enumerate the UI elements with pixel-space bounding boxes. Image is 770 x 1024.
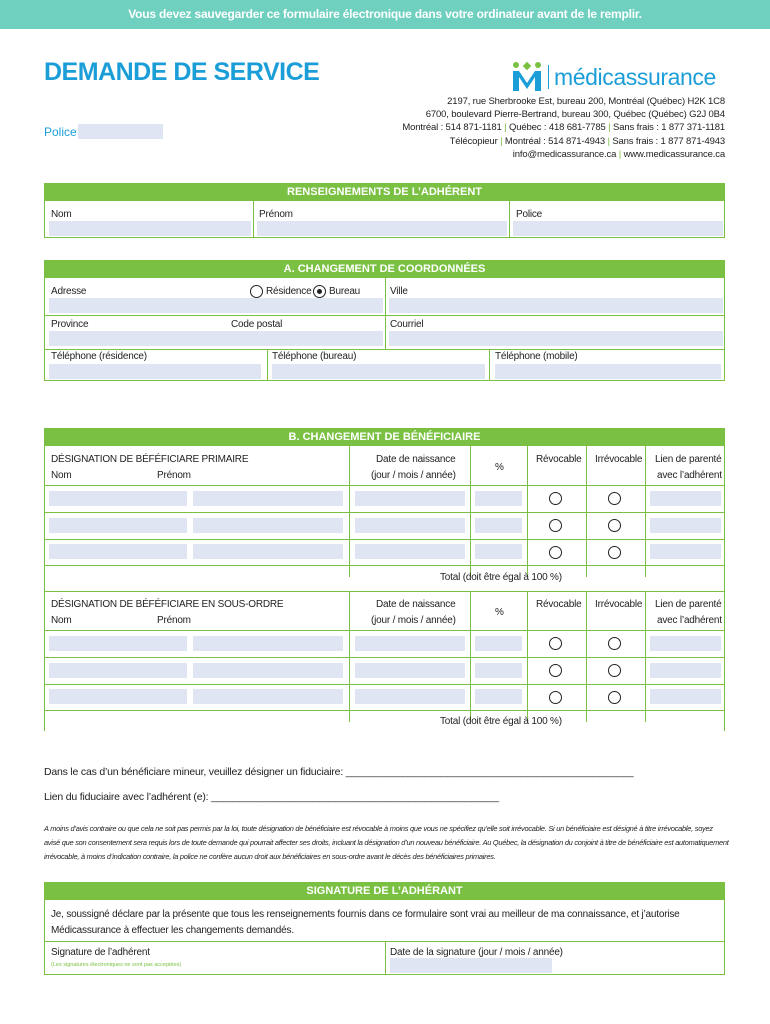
contact-section bbox=[44, 260, 725, 381]
divider bbox=[267, 349, 268, 381]
secondary-irrevocable-radio[interactable] bbox=[608, 691, 621, 704]
trustee-line: Dans le cas d’un bénéficiare mineur, veuillez désigner un fiduciaire: ___________________________________________________ bbox=[44, 766, 634, 778]
primary-nom-input[interactable] bbox=[49, 491, 187, 506]
web-line: info@medicassurance.ca | www.medicassurance.ca bbox=[512, 148, 725, 160]
prenom-label: Prénom bbox=[259, 209, 293, 220]
secondary-prenom-input[interactable] bbox=[193, 689, 343, 704]
courriel-input[interactable] bbox=[389, 331, 723, 346]
secondary-pct-input[interactable] bbox=[475, 663, 522, 678]
signature-section bbox=[44, 882, 725, 975]
revocable-header: Révocable bbox=[536, 454, 582, 465]
divider bbox=[45, 630, 724, 631]
secondary-dob-input[interactable] bbox=[355, 689, 465, 704]
address-line: 6700, boulevard Pierre-Bertrand, bureau 300, Québec (Québec) G2J 0B4 bbox=[425, 109, 725, 121]
secondary-total-label: Total (doit être égal à 100 %) bbox=[440, 716, 562, 727]
tel-mobile-input[interactable] bbox=[495, 364, 721, 379]
member-nom-input[interactable] bbox=[49, 221, 251, 236]
secondary-nom-input[interactable] bbox=[49, 636, 187, 651]
divider bbox=[509, 201, 510, 238]
signature-section-heading: SIGNATURE DE L’ADHÉRANT bbox=[45, 883, 724, 900]
secondary-irrevocable-radio[interactable] bbox=[608, 637, 621, 650]
primary-revocable-radio[interactable] bbox=[549, 519, 562, 532]
divider bbox=[45, 710, 724, 711]
signature-date-input[interactable] bbox=[390, 958, 552, 973]
company-address bbox=[325, 95, 725, 161]
divider bbox=[45, 315, 724, 316]
nom-header: Nom bbox=[51, 615, 72, 626]
secondary-prenom-input[interactable] bbox=[193, 663, 343, 678]
ville-label: Ville bbox=[390, 286, 408, 297]
dob-format-header: (jour / mois / année) bbox=[371, 470, 456, 481]
member-section-heading: RENSEIGNEMENTS DE L’ADHÉRENT bbox=[45, 184, 724, 201]
adresse-input[interactable] bbox=[49, 298, 383, 313]
primary-revocable-radio[interactable] bbox=[549, 546, 562, 559]
member-prenom-input[interactable] bbox=[257, 221, 507, 236]
lien-header-2: avec l’adhérent bbox=[657, 470, 722, 481]
lien-header: Lien de parenté bbox=[655, 599, 722, 610]
primary-lien-input[interactable] bbox=[650, 544, 721, 559]
contact-section-heading: A. CHANGEMENT DE COORDONNÉES bbox=[45, 261, 724, 278]
signature-note: (Les signatures électroniques ne sont pas acceptées) bbox=[51, 962, 182, 968]
page-title: DEMANDE DE SERVICE bbox=[44, 58, 320, 86]
tel-mobile-label: Téléphone (mobile) bbox=[495, 351, 578, 362]
secondary-revocable-radio[interactable] bbox=[549, 691, 562, 704]
ville-input[interactable] bbox=[389, 298, 723, 313]
trustee-relation-line: Lien du fiduciaire avec l’adhérent (e): ___________________________________________________ bbox=[44, 791, 499, 803]
primary-irrevocable-radio[interactable] bbox=[608, 546, 621, 559]
primary-total-label: Total (doit être égal à 100 %) bbox=[440, 572, 562, 583]
secondary-nom-input[interactable] bbox=[49, 689, 187, 704]
secondary-revocable-radio[interactable] bbox=[549, 664, 562, 677]
residence-label: Résidence bbox=[266, 286, 312, 297]
police-label: Police bbox=[44, 125, 77, 139]
irrevocable-header: Irrévocable bbox=[595, 454, 643, 465]
legal-notice: A moins d’avis contraire ou que cela ne soit pas permis par la loi, toute désignation de bénéficiaire est révocable à moins que vous ne spécifiez qu’elle soit irrévocable. Si un bénéficiaire est désigné à titre irrévocable, soyez avisé que son consentement sera requis lors de toute demande qui pourrait affecter ses droits, incluant la désignation d’un nouveau bénéficiaire. Au Québec, la désignation du conjoint à titre de bénéficiaire est automatiquement irrévocable, à moins d’indication contraire, la police ne confère aucun droit aux bénéficiaires en sous-ordre avant le décès des bénéficiaires primaires. bbox=[44, 824, 729, 861]
primary-lien-input[interactable] bbox=[650, 491, 721, 506]
secondary-pct-input[interactable] bbox=[475, 689, 522, 704]
tel-residence-input[interactable] bbox=[49, 364, 261, 379]
divider bbox=[253, 201, 254, 238]
secondary-lien-input[interactable] bbox=[650, 636, 721, 651]
prenom-header: Prénom bbox=[157, 615, 191, 626]
declaration-text: Je, soussigné déclare par la présente que tous les renseignements fournis dans ce formulaire sont vrai au meilleur de ma connaissance, et j’autorise Médicassurance à effectuer les changements demandés. bbox=[51, 909, 680, 936]
primary-pct-input[interactable] bbox=[475, 491, 522, 506]
divider bbox=[45, 539, 724, 540]
secondary-prenom-input[interactable] bbox=[193, 636, 343, 651]
bureau-radio[interactable] bbox=[313, 285, 326, 298]
lien-header-2: avec l’adhérent bbox=[657, 615, 722, 626]
primary-lien-input[interactable] bbox=[650, 518, 721, 533]
prenom-header: Prénom bbox=[157, 470, 191, 481]
dob-header: Date de naissance bbox=[376, 599, 456, 610]
member-section bbox=[44, 183, 725, 238]
primary-dob-input[interactable] bbox=[355, 518, 465, 533]
logo-text: médicassurance bbox=[554, 63, 716, 90]
secondary-dob-input[interactable] bbox=[355, 663, 465, 678]
divider bbox=[45, 591, 724, 592]
province-postal-input[interactable] bbox=[49, 331, 383, 346]
primary-irrevocable-radio[interactable] bbox=[608, 519, 621, 532]
secondary-dob-input[interactable] bbox=[355, 636, 465, 651]
nom-label: Nom bbox=[51, 209, 72, 220]
divider bbox=[385, 278, 386, 350]
divider bbox=[45, 485, 724, 486]
province-label: Province bbox=[51, 319, 89, 330]
irrevocable-header: Irrévocable bbox=[595, 599, 643, 610]
bureau-label: Bureau bbox=[329, 286, 361, 297]
fax-line: Télécopieur | Montréal : 514 871-4943 | Sans frais : 1 877 871-4943 bbox=[449, 135, 725, 147]
primary-dob-input[interactable] bbox=[355, 544, 465, 559]
divider bbox=[385, 941, 386, 975]
primary-pct-input[interactable] bbox=[475, 544, 522, 559]
secondary-lien-input[interactable] bbox=[650, 689, 721, 704]
primary-nom-input[interactable] bbox=[49, 544, 187, 559]
revocable-header: Révocable bbox=[536, 599, 582, 610]
primary-title: DÉSIGNATION DE BÉFÉFICIARE PRIMAIRE bbox=[51, 454, 249, 465]
divider bbox=[489, 349, 490, 381]
lien-header: Lien de parenté bbox=[655, 454, 722, 465]
primary-prenom-input[interactable] bbox=[193, 518, 343, 533]
save-notice-banner: Vous devez sauvegarder ce formulaire électronique dans votre ordinateur avant de le remplir. bbox=[0, 0, 770, 29]
primary-pct-input[interactable] bbox=[475, 518, 522, 533]
divider bbox=[45, 512, 724, 513]
divider bbox=[45, 349, 724, 350]
tel-residence-label: Téléphone (résidence) bbox=[51, 351, 147, 362]
phone-line: Montréal : 514 871-1181 | Québec : 418 681-7785 | Sans frais : 1 877 371-1181 bbox=[402, 122, 725, 134]
tel-bureau-input[interactable] bbox=[272, 364, 485, 379]
logo-mark-icon bbox=[511, 61, 545, 93]
secondary-title: DÉSIGNATION DE BÉFÉFICIARE EN SOUS-ORDRE bbox=[51, 599, 284, 610]
secondary-lien-input[interactable] bbox=[650, 663, 721, 678]
police-label: Police bbox=[516, 209, 543, 220]
secondary-nom-input[interactable] bbox=[49, 663, 187, 678]
divider bbox=[45, 657, 724, 658]
primary-nom-input[interactable] bbox=[49, 518, 187, 533]
dob-format-header: (jour / mois / année) bbox=[371, 615, 456, 626]
primary-revocable-radio[interactable] bbox=[549, 492, 562, 505]
pct-header: % bbox=[495, 462, 504, 473]
adresse-label: Adresse bbox=[51, 286, 87, 297]
primary-prenom-input[interactable] bbox=[193, 491, 343, 506]
primary-prenom-input[interactable] bbox=[193, 544, 343, 559]
dob-header: Date de naissance bbox=[376, 454, 456, 465]
divider bbox=[45, 684, 724, 685]
code-postal-label: Code postal bbox=[231, 319, 283, 330]
company-logo bbox=[511, 60, 716, 94]
police-input[interactable] bbox=[78, 124, 163, 139]
logo-separator bbox=[548, 65, 549, 89]
signature-date-label: Date de la signature (jour / mois / année) bbox=[390, 947, 563, 958]
signature-label: Signature de l’adhérent bbox=[51, 947, 150, 958]
pct-header: % bbox=[495, 607, 504, 618]
residence-radio[interactable] bbox=[250, 285, 263, 298]
primary-dob-input[interactable] bbox=[355, 491, 465, 506]
secondary-irrevocable-radio[interactable] bbox=[608, 664, 621, 677]
beneficiary-section bbox=[44, 428, 725, 731]
member-police-input[interactable] bbox=[513, 221, 723, 236]
secondary-pct-input[interactable] bbox=[475, 636, 522, 651]
beneficiary-section-heading: B. CHANGEMENT DE BÉNÉFICIAIRE bbox=[45, 429, 724, 446]
nom-header: Nom bbox=[51, 470, 72, 481]
primary-irrevocable-radio[interactable] bbox=[608, 492, 621, 505]
address-line: 2197, rue Sherbrooke Est, bureau 200, Montréal (Québec) H2K 1C8 bbox=[447, 96, 725, 107]
courriel-label: Courriel bbox=[390, 319, 424, 330]
tel-bureau-label: Téléphone (bureau) bbox=[272, 351, 357, 362]
divider bbox=[45, 565, 724, 566]
secondary-revocable-radio[interactable] bbox=[549, 637, 562, 650]
